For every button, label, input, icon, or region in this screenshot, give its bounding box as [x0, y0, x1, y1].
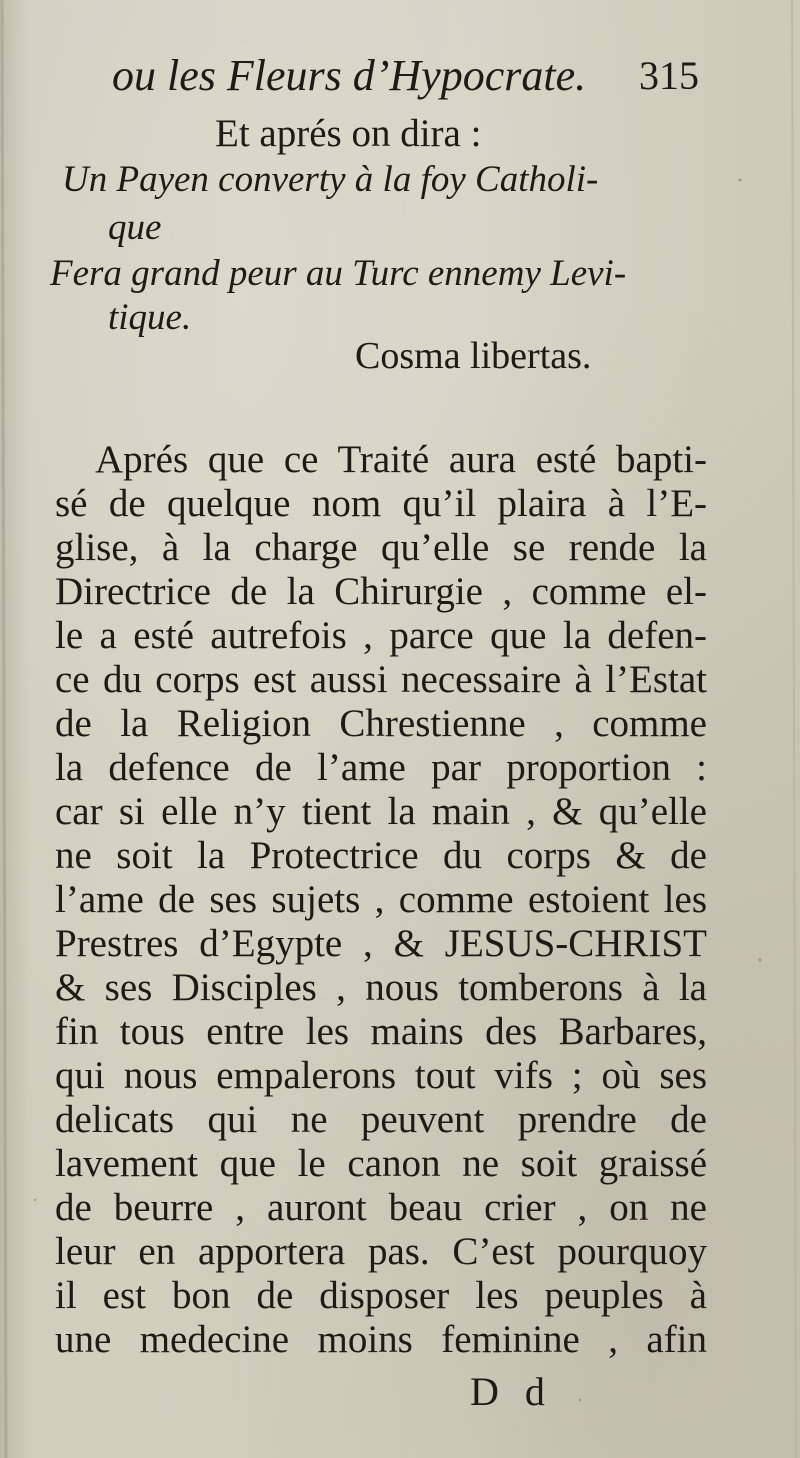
body-line: de beurre , auront beau crier , on ne	[55, 1186, 707, 1229]
body-line: l’ame de ses sujets , comme estoient les	[55, 878, 707, 921]
body-line: ne soit la Protectrice du corps & de	[55, 834, 707, 877]
running-title: ou les Fleurs d’Hypocrate.	[112, 51, 587, 100]
body-line: & ses Disciples , nous tomberons à la	[55, 966, 707, 1009]
body-line: Directrice de la Chirurgie , comme el-	[55, 570, 707, 613]
body-line: lavement que le canon ne soit graissé	[55, 1142, 707, 1185]
attribution: Cosma libertas.	[355, 335, 592, 377]
verse-line: Un Payen converty à la foy Catholi-	[62, 159, 599, 200]
body-line: il est bon de disposer les peuples à	[55, 1274, 707, 1317]
body-line: fin tous entre les mains des Barbares,	[55, 1010, 707, 1053]
body-line: sé de quelque nom qu’il plaira à l’E-	[55, 482, 707, 525]
body-line: de la Religion Chrestienne , comme	[55, 702, 707, 745]
body-line: qui nous empalerons tout vifs ; où ses	[55, 1054, 707, 1097]
verse-line: tique.	[108, 297, 192, 338]
body-line: Prestres d’Egypte , & JESUS-CHRIST	[55, 922, 707, 965]
body-line: glise, à la charge qu’elle se rende la	[55, 526, 707, 569]
verse-line: Fera grand peur au Turc ennemy Levi-	[50, 253, 627, 294]
page-number: 315	[639, 53, 699, 98]
body-line: delicats qui ne peuvent prendre de	[55, 1098, 707, 1141]
body-line: le a esté autrefois , parce que la defen-	[55, 614, 707, 657]
body-line: Aprés que ce Traité aura esté bapti-	[95, 438, 707, 481]
running-header	[112, 50, 712, 110]
body-line: car si elle n’y tient la main , & qu’elle	[55, 790, 707, 833]
body-line: ce du corps est aussi necessaire à l’Estat	[55, 658, 707, 701]
intro-line: Et aprés on dira :	[215, 112, 482, 155]
verse-line: que	[108, 207, 162, 248]
body-line: une medecine moins feminine , afin	[55, 1318, 707, 1361]
body-line: leur en apportera pas. C’est pourquoy	[55, 1230, 707, 1273]
signature-mark: D d	[470, 1369, 553, 1414]
body-line: la defence de l’ame par proportion :	[55, 746, 707, 789]
